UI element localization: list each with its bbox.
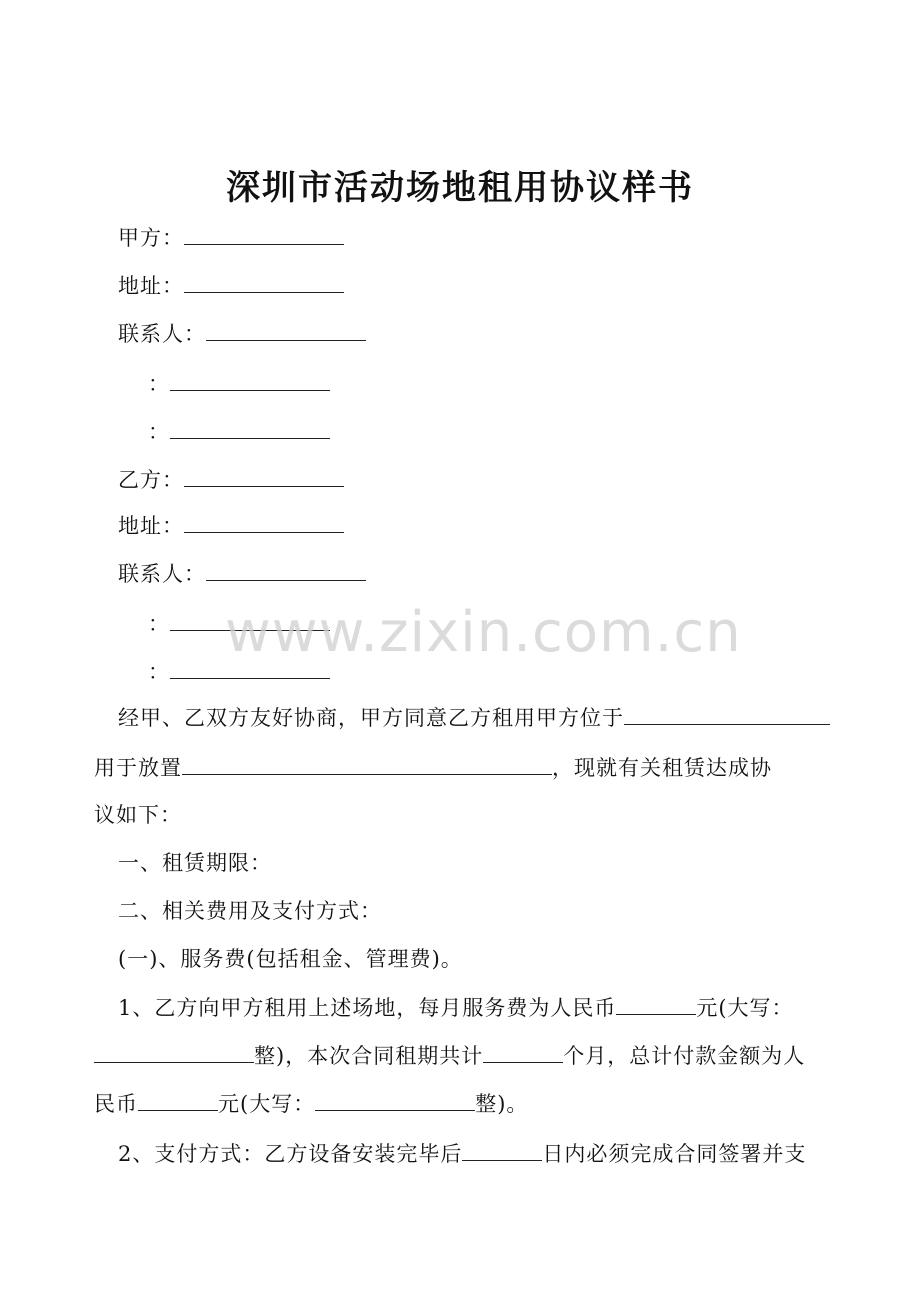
clause-2-line-1 [118, 1138, 806, 1169]
party-b-contact-label: 联系人： [118, 562, 206, 586]
clause-2-text-b: 日内必须完成合同签署并支 [542, 1142, 807, 1166]
monthly-fee-blank [616, 992, 696, 1015]
intro-line-2 [94, 752, 772, 783]
party-b-extra1-label: ： [148, 612, 170, 636]
party-a-extra2-label: ： [148, 420, 170, 444]
party-b-address-label: 地址： [118, 514, 184, 538]
clause-1-text-g: 整)。 [475, 1092, 529, 1116]
document-title: 深圳市活动场地租用协议样书 [226, 168, 694, 208]
term-months-blank [483, 1040, 563, 1063]
purpose-blank [182, 752, 552, 775]
intro-text-1: 经甲、乙双方友好协商，甲方同意乙方租用甲方位于 [118, 706, 624, 730]
party-b-name-blank [184, 464, 344, 487]
section-2-heading: 二、相关费用及支付方式： [118, 899, 382, 923]
party-b-name-line [118, 464, 344, 495]
watermark: www.zixin.com.cn [225, 600, 742, 665]
monthly-fee-words-blank [94, 1040, 254, 1063]
party-a-address-line [118, 270, 344, 301]
party-a-name-line [118, 222, 344, 253]
party-a-extra1-label: ： [148, 372, 170, 396]
location-blank [624, 702, 830, 725]
party-a-extra2-line [148, 416, 330, 447]
party-a-contact-label: 联系人： [118, 322, 206, 346]
clause-1-text-a: 1、乙方向甲方租用上述场地，每月服务费为人民币 [118, 996, 617, 1020]
clause-1-line-2 [94, 1040, 805, 1071]
clause-1-line-1 [118, 992, 794, 1023]
party-a-extra1-line [148, 368, 330, 399]
intro-text-2a: 用于放置 [94, 756, 182, 780]
signing-days-blank [462, 1138, 542, 1161]
party-b-extra2-label: ： [148, 660, 170, 684]
party-a-name-blank [184, 222, 344, 245]
clause-1-text-d: 个月，总计付款金额为人 [563, 1044, 806, 1068]
party-a-address-blank [184, 270, 344, 293]
intro-text-3: 议如下： [94, 803, 182, 827]
party-b-address-line [118, 510, 344, 541]
clause-1-line-3 [94, 1088, 528, 1119]
section-1-heading: 一、租赁期限： [118, 851, 272, 875]
party-a-extra1-blank [170, 368, 330, 391]
clause-1-text-f: 元(大写： [218, 1092, 316, 1116]
intro-line-1 [118, 702, 830, 733]
party-a-name-label: 甲方： [118, 226, 184, 250]
party-b-address-blank [184, 510, 344, 533]
clause-1-text-c: 整)，本次合同租期共计 [254, 1044, 484, 1068]
total-amount-words-blank [315, 1088, 475, 1111]
party-b-contact-blank [206, 558, 366, 581]
clause-2-text-a: 2、支付方式：乙方设备安装完毕后 [118, 1142, 463, 1166]
party-b-name-label: 乙方： [118, 468, 184, 492]
intro-line-3 [94, 800, 182, 830]
subsection-1-heading: (一)、服务费(包括租金、管理费)。 [118, 947, 463, 971]
party-a-extra2-blank [170, 416, 330, 439]
clause-1-text-b: 元(大写： [696, 996, 794, 1020]
party-a-contact-line [118, 318, 366, 349]
party-a-address-label: 地址： [118, 274, 184, 298]
party-b-contact-line [118, 558, 366, 589]
total-amount-blank [138, 1088, 218, 1111]
clause-1-text-e: 民币 [94, 1092, 138, 1116]
intro-text-2b: ，现就有关租赁达成协 [552, 756, 772, 780]
party-a-contact-blank [206, 318, 366, 341]
